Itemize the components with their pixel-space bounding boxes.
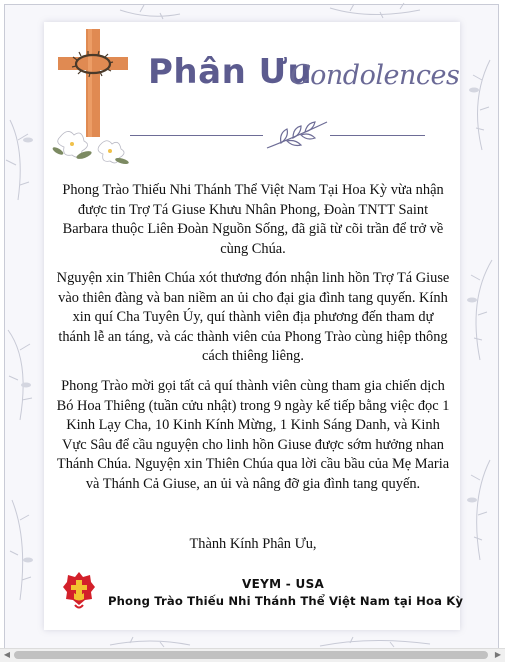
veym-logo-icon: [62, 571, 96, 611]
title-rule-right: [330, 135, 425, 136]
title-main: Phân Ưu: [148, 52, 313, 92]
org-short-name: VEYM - USA: [242, 577, 325, 591]
scroll-thumb[interactable]: [14, 651, 488, 659]
org-full-name: Phong Trào Thiếu Nhi Thánh Thể Việt Nam tại Hoa Kỳ: [108, 594, 464, 608]
paragraph-announcement: Phong Trào Thiếu Nhi Thánh Thể Việt Nam Tại Hoa Kỳ vừa nhận được tin Trợ Tá Giuse Khưu Nhân Phong, Đoàn TNTT Saint Barbara thuộc Liên Đoàn Nguồn Sống, đã giã từ cõi trần để trở về cùng Chúa.: [62, 182, 444, 257]
title-script: Condolences: [290, 60, 460, 91]
title-rule-left: [130, 135, 263, 136]
paragraph-invitation: Phong Trào mời gọi tất cả quí thành viên cùng tham gia chiến dịch Bó Hoa Thiêng (tuần cửu nhật) trong 9 ngày kế tiếp bằng việc đọc 1 Kinh Lạy Cha, 10 Kinh Kính Mừng, 1 Kinh Sáng Danh, và Kinh Vực Sâu để cầu nguyện cho linh hồn Giuse được sớm hưởng nhan Thánh Chúa. Nguyện xin Thiên Chúa qua lời cầu bầu của Mẹ Maria và Thánh Cả Giuse, an ủi và nâng đỡ gia đình tang quyến.: [56, 378, 450, 492]
scroll-left-icon[interactable]: ◀: [3, 650, 11, 659]
paragraph-prayer: Nguyện xin Thiên Chúa xót thương đón nhận linh hồn Trợ Tá Giuse vào thiên đàng và ban niềm an ủi cho đại gia đình tang quyến. Kính xin quí Cha Tuyên Úy, quí thành viên địa phương đến tham dự thánh lễ an táng, và các thành viên của Phong Trào cùng hiệp thông cách thiêng liêng.: [56, 270, 450, 364]
horizontal-scrollbar[interactable]: [0, 648, 505, 662]
leaf-ornament-icon: [263, 118, 331, 154]
scroll-right-icon[interactable]: ▶: [494, 650, 502, 659]
closing-line: Thành Kính Phân Ưu,: [189, 536, 317, 552]
cross-icon: [50, 27, 136, 167]
